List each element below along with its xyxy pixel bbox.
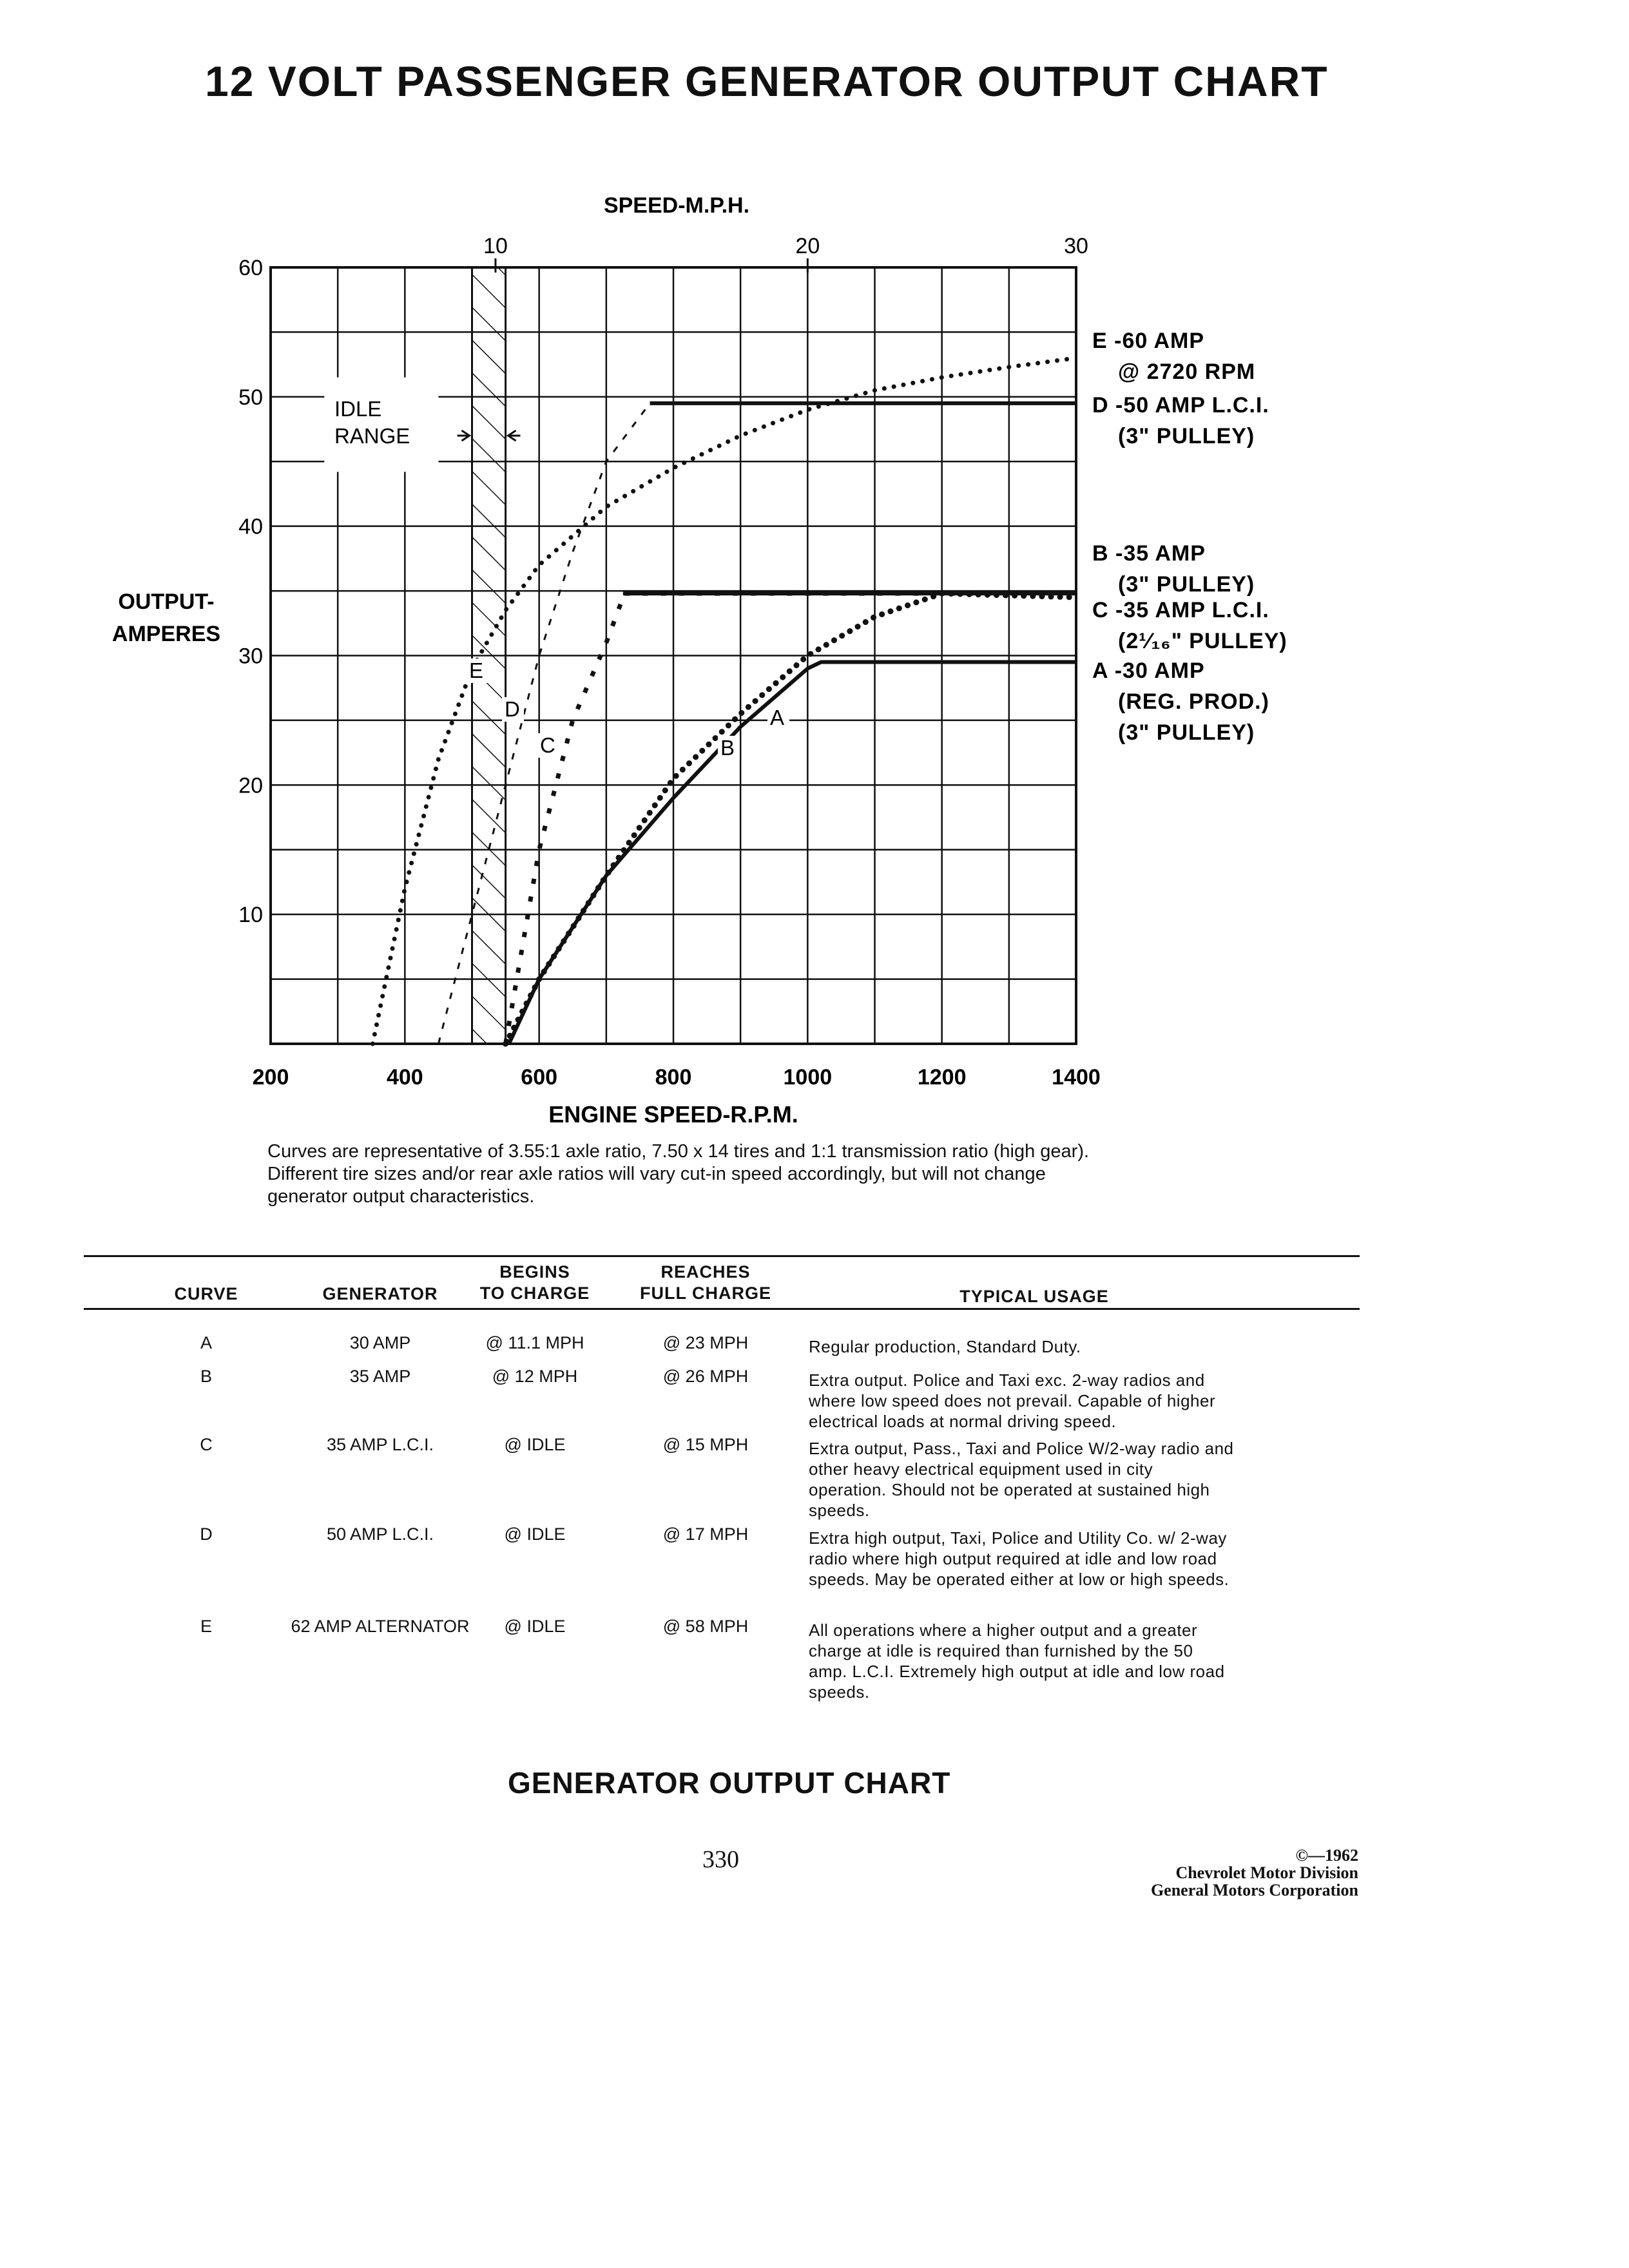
idle-range-band <box>472 267 506 1044</box>
x-tick-label: 600 <box>521 1065 558 1090</box>
top-axis-tick-label: 30 <box>1064 234 1088 258</box>
y-tick-label: 10 <box>238 903 263 928</box>
curve-label-B: B <box>720 736 735 760</box>
table-cell-reaches: @ 15 MPH <box>662 1435 749 1454</box>
legend-B-line: B -35 AMP <box>1092 541 1206 566</box>
page-number: 330 <box>702 1846 739 1873</box>
x-tick-label: 200 <box>252 1065 289 1090</box>
table-cell-begins: @ 12 MPH <box>492 1367 578 1386</box>
x-tick-label: 1200 <box>917 1065 967 1090</box>
legend-D-line: D -50 AMP L.C.I. <box>1092 393 1269 418</box>
table-top-rule <box>84 1255 1360 1257</box>
copyright-line-1: ©—1962 <box>1295 1846 1358 1865</box>
x-axis-title: ENGINE SPEED-R.P.M. <box>548 1101 798 1128</box>
table-cell-begins: @ IDLE <box>504 1524 566 1544</box>
table-cell-reaches: @ 58 MPH <box>662 1617 749 1636</box>
table-header: BEGINS TO CHARGE <box>479 1262 590 1303</box>
legend-C-line: C -35 AMP L.C.I. <box>1092 598 1269 622</box>
legend-B-line: (3" PULLEY) <box>1118 572 1255 597</box>
y-tick-label: 60 <box>238 256 263 280</box>
idle-range-label: RANGE <box>334 423 410 448</box>
legend-E-line: E -60 AMP <box>1092 329 1205 353</box>
table-cell-reaches: @ 23 MPH <box>662 1333 749 1352</box>
table-cell-begins: @ IDLE <box>504 1617 566 1636</box>
legend-D-line: (3" PULLEY) <box>1118 424 1255 448</box>
curve-label-E: E <box>469 658 484 682</box>
curve-D <box>438 403 1076 1044</box>
y-axis-title: AMPERES <box>111 622 221 646</box>
table-cell-generator: 35 AMP L.C.I. <box>326 1435 434 1454</box>
table-cell-usage: Extra output. Police and Taxi exc. 2-way radios and where low speed does not prevail. Capable of higher electrical loads at normal driving speed. <box>809 1370 1216 1431</box>
curve-label-C: C <box>540 733 555 757</box>
legend-E-line: @ 2720 RPM <box>1118 360 1256 384</box>
top-axis-tick-label: 20 <box>795 234 820 258</box>
curve-A <box>509 662 1076 1044</box>
x-tick-label: 1000 <box>783 1065 833 1090</box>
top-axis-tick-label: 10 <box>483 234 508 258</box>
curve-label-D: D <box>505 697 520 721</box>
y-tick-label: 30 <box>238 644 263 669</box>
table-cell-begins: @ 11.1 MPH <box>485 1333 584 1352</box>
table-cell-curve: C <box>200 1435 213 1454</box>
table-header: REACHES FULL CHARGE <box>640 1262 771 1303</box>
bottom-title: GENERATOR OUTPUT CHART <box>508 1766 951 1800</box>
copyright-line-3: General Motors Corporation <box>1150 1881 1358 1899</box>
legend-A-line: A -30 AMP <box>1092 658 1205 683</box>
idle-arrow-right <box>508 430 521 441</box>
curve-label-A: A <box>770 706 785 729</box>
chart-note: Curves are representative of 3.55:1 axle ratio, 7.50 x 14 tires and 1:1 transmission ratio (high gear). Different tire sizes and/or rear axle ratios will vary cut-in speed accordingly, but will not change generator output characteristics. <box>267 1141 1090 1207</box>
table-cell-curve: D <box>200 1524 213 1544</box>
table-cell-reaches: @ 26 MPH <box>662 1367 749 1386</box>
table-header: CURVE <box>174 1284 238 1303</box>
x-tick-label: 1400 <box>1052 1065 1101 1090</box>
y-tick-label: 50 <box>238 385 263 410</box>
chart-labels <box>112 193 1287 1128</box>
idle-range-label: IDLE <box>334 396 382 421</box>
top-axis-title: SPEED-M.P.H. <box>603 193 750 218</box>
table-cell-begins: @ IDLE <box>504 1435 566 1454</box>
table-cell-curve: A <box>200 1333 212 1352</box>
legend-A-line: (3" PULLEY) <box>1118 720 1255 745</box>
x-tick-label: 400 <box>386 1065 423 1090</box>
copyright-line-2: Chevrolet Motor Division <box>1175 1863 1358 1882</box>
idle-arrow-left <box>458 430 470 441</box>
table-cell-generator: 35 AMP <box>349 1367 411 1386</box>
legend-A-line: (REG. PROD.) <box>1118 689 1269 714</box>
table-cell-curve: B <box>200 1367 212 1386</box>
table-cell-usage: All operations where a higher output and a greater charge at idle is required than furnished by the 50 amp. L.C.I. Extremely high output at idle and low road speeds. <box>809 1620 1225 1702</box>
y-axis-title: OUTPUT- <box>118 590 215 614</box>
table-cell-usage: Regular production, Standard Duty. <box>809 1337 1081 1356</box>
table-cell-usage: Extra output, Pass., Taxi and Police W/2-way radio and other heavy electrical equipment used in city operation. Should not be operated at sustained high speeds. <box>809 1439 1234 1520</box>
legend-C-line: (2¹⁄₁₆" PULLEY) <box>1118 629 1287 653</box>
y-tick-label: 40 <box>238 514 263 539</box>
table-header: TYPICAL USAGE <box>959 1287 1109 1306</box>
table-header-rule <box>84 1308 1360 1310</box>
table-cell-usage: Extra high output, Taxi, Police and Utility Co. w/ 2-way radio where high output required at idle and low road speeds. May be operated either at low or high speeds. <box>809 1528 1229 1589</box>
table-header: GENERATOR <box>322 1284 438 1303</box>
x-tick-label: 800 <box>655 1065 692 1090</box>
page-title: 12 VOLT PASSENGER GENERATOR OUTPUT CHART <box>205 57 1329 105</box>
table-cell-generator: 62 AMP ALTERNATOR <box>291 1617 470 1636</box>
table-cell-generator: 30 AMP <box>349 1333 411 1352</box>
table-cell-reaches: @ 17 MPH <box>662 1524 749 1544</box>
table-cell-generator: 50 AMP L.C.I. <box>326 1524 434 1544</box>
y-tick-label: 20 <box>238 773 263 798</box>
table-cell-curve: E <box>200 1617 212 1636</box>
